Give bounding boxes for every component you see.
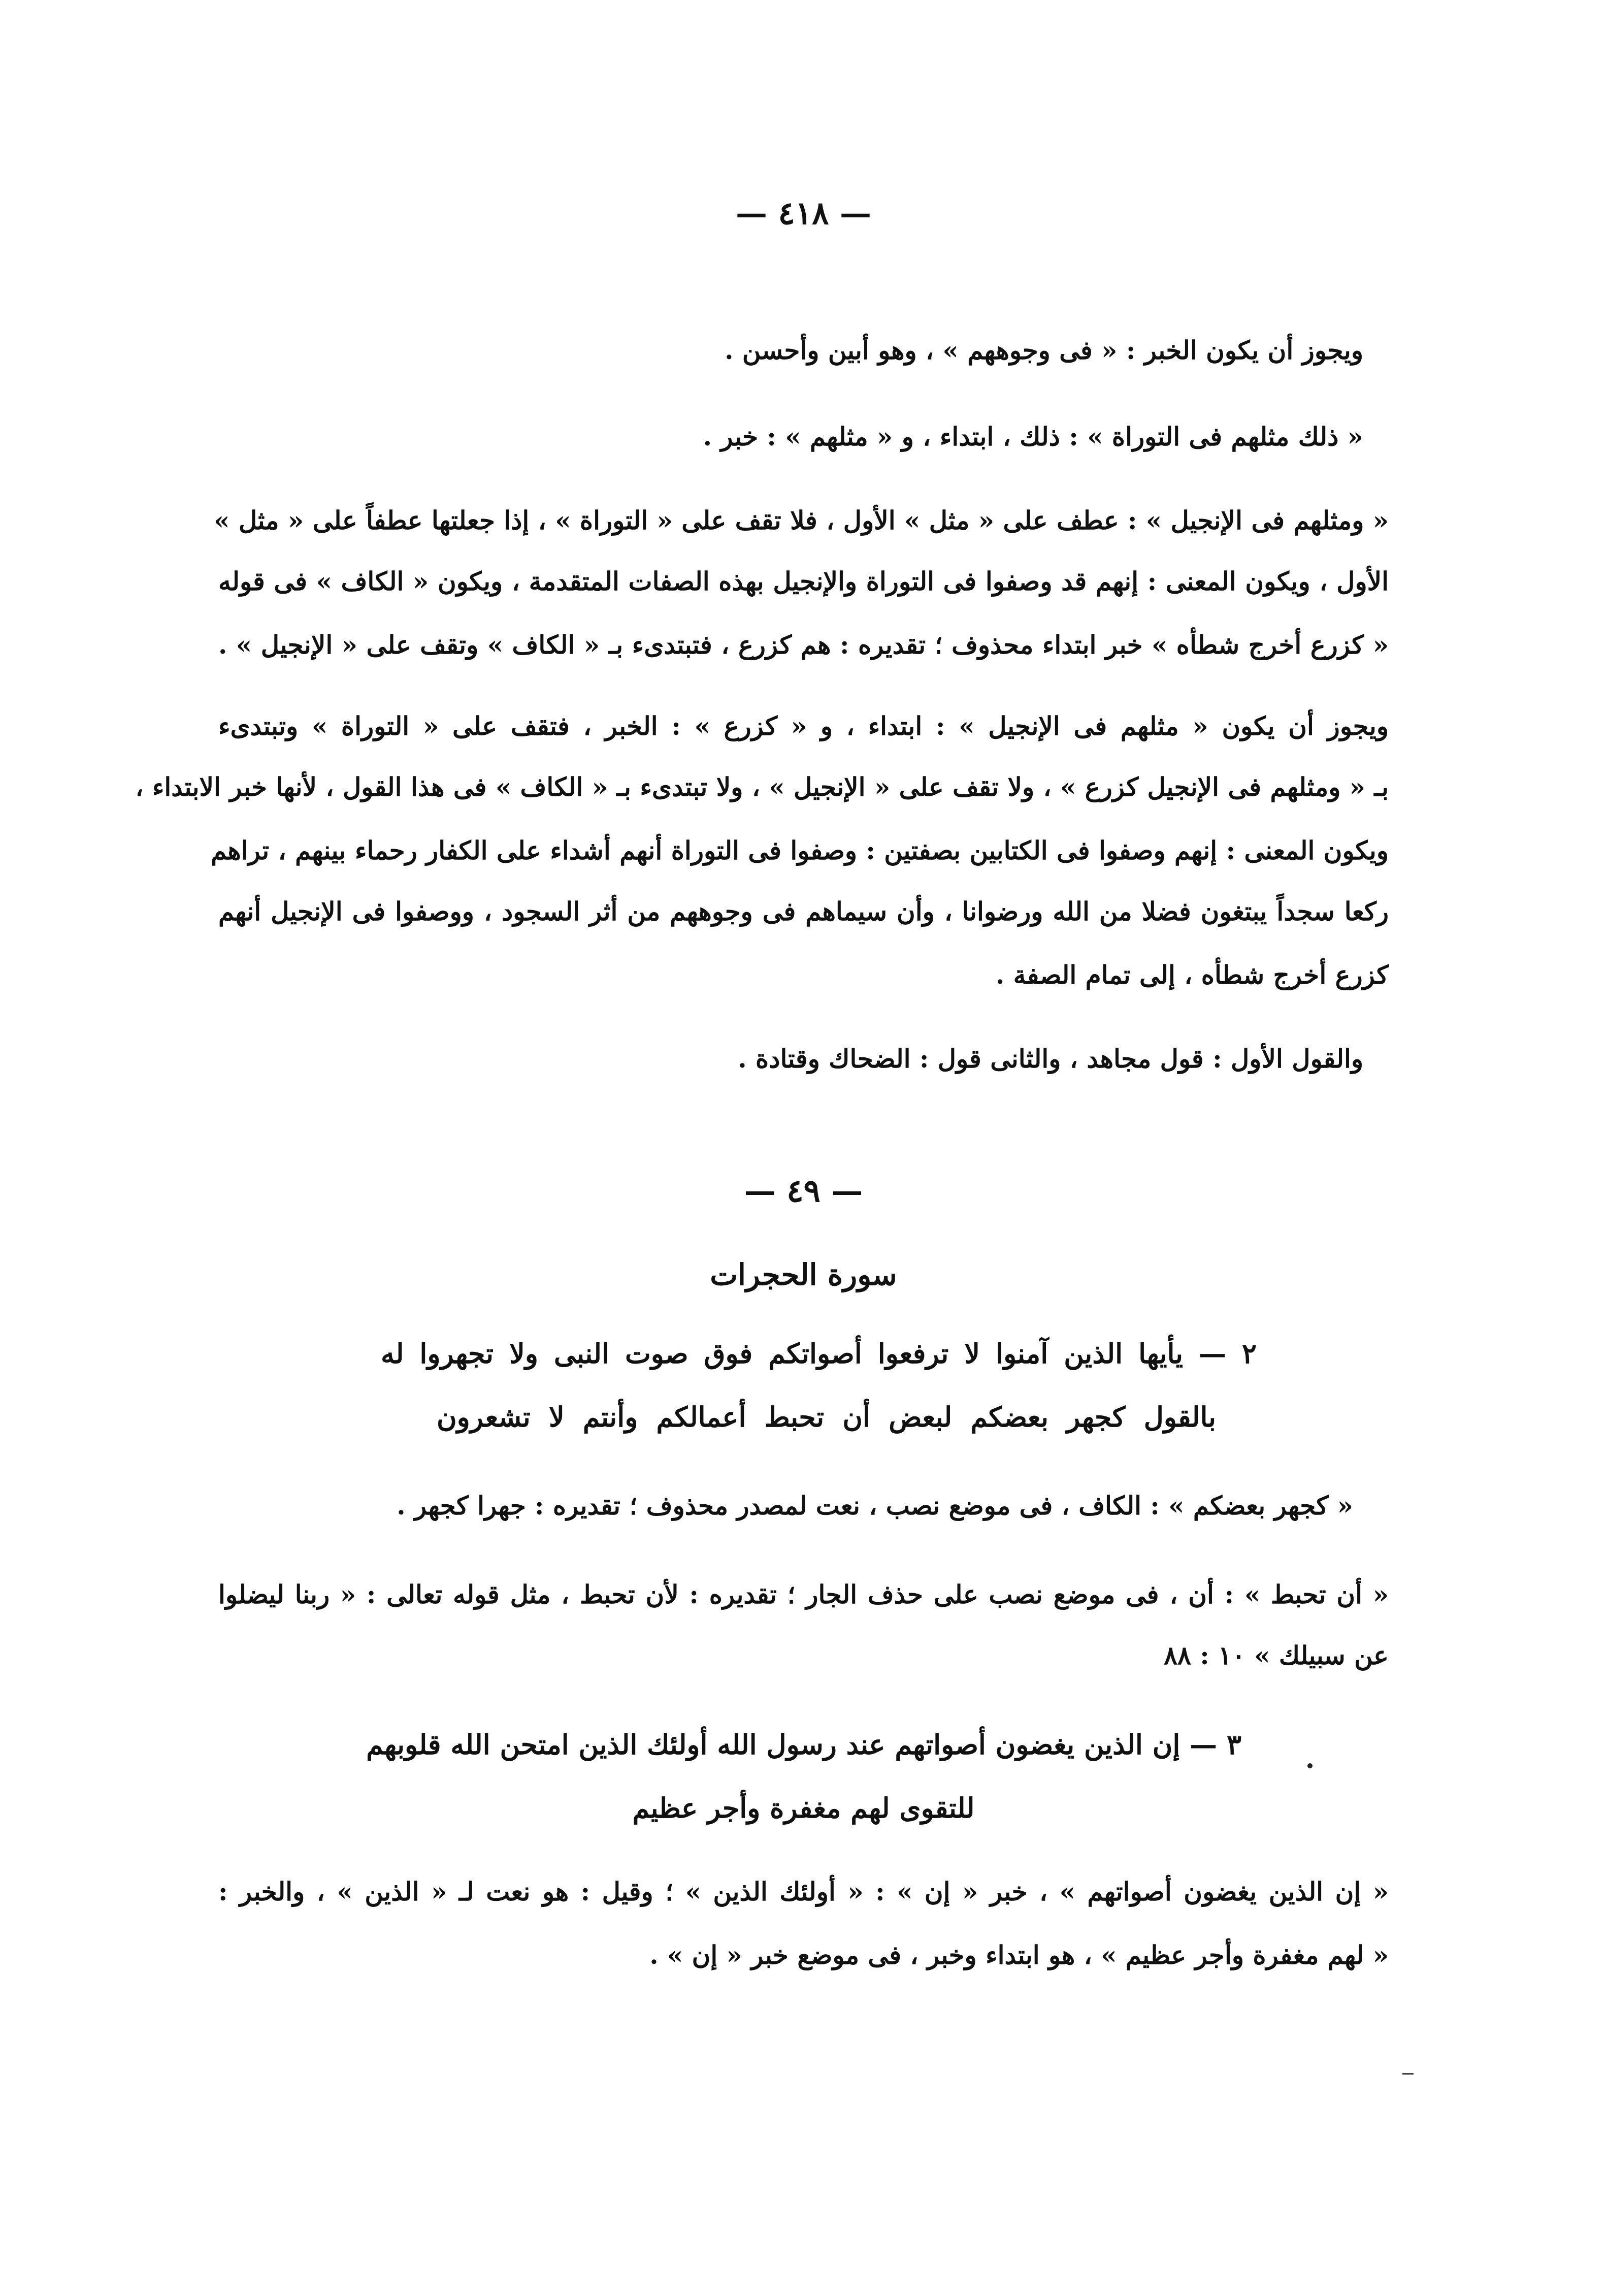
- comment-line: « كجهر بعضكم » : الكاف ، فى موضع نصب ، نعت لمصدر محذوف ؛ تقديره : جهرا كجهر .: [397, 1491, 1353, 1521]
- comment-line: عن سبيلك » ١٠ : ٨٨: [1164, 1640, 1389, 1670]
- verse-line: ٢ — يأيها الذين آمنوا لا ترفعوا أصواتكم فوق صوت النبى ولا تجهروا له: [381, 1337, 1257, 1370]
- comment-line: « لهم مغفرة وأجر عظيم » ، هو ابتداء وخبر ، فى موضع خبر « إن » .: [649, 1940, 1389, 1970]
- section-number: — ٤٩ —: [744, 1172, 863, 1209]
- verse-line: ٣ — إن الذين يغضون أصواتهم عند رسول الله أولئك الذين امتحن الله قلوبهم: [366, 1728, 1241, 1761]
- comment-line: « أن تحبط » : أن ، فى موضع نصب على حذف الجار ؛ تقديره : لأن تحبط ، مثل قوله تعالى : « ربنا ليضلوا: [218, 1579, 1389, 1609]
- page-number: — ٤١٨ —: [735, 195, 872, 232]
- text-line: والقول الأول : قول مجاهد ، والثانى قول : الضحاك وقتادة .: [738, 1044, 1363, 1074]
- surah-title: سورة الحجرات: [710, 1257, 897, 1292]
- text-line: كزرع أخرج شطأه ، إلى تمام الصفة .: [995, 960, 1389, 990]
- stray-mark: [1402, 2073, 1414, 2075]
- text-line: الأول ، ويكون المعنى : إنهم قد وصفوا فى التوراة والإنجيل بهذه الصفات المتقدمة ، ويكون « الكاف » فى قوله: [218, 566, 1389, 596]
- text-line: « ذلك مثلهم فى التوراة » : ذلك ، ابتداء ، و « مثلهم » : خبر .: [703, 422, 1363, 451]
- text-line: ويجوز أن يكون الخبر : « فى وجوههم » ، وهو أبين وأحسن .: [725, 335, 1363, 365]
- text-line: ويجوز أن يكون « مثلهم فى الإنجيل » : ابتداء ، و « كزرع » : الخبر ، فتقف على « التوراة » وتبتدىء: [218, 711, 1389, 741]
- verse-line: بالقول كجهر بعضكم لبعض أن تحبط أعمالكم وأنتم لا تشعرون: [437, 1401, 1216, 1433]
- verse-line: للتقوى لهم مغفرة وأجر عظيم: [632, 1792, 975, 1824]
- text-line: ويكون المعنى : إنهم وصفوا فى الكتابين بصفتين : وصفوا فى التوراة أنهم أشداء على الكفار رحماء بينهم ، تراهم: [211, 835, 1389, 865]
- text-line: « ومثلهم فى الإنجيل » : عطف على « مثل » الأول ، فلا تقف على « التوراة » ، إذا جعلتها عطفاً على « مثل »: [214, 505, 1389, 535]
- text-line: « كزرع أخرج شطأه » خبر ابتداء محذوف ؛ تقديره : هم كزرع ، فتبتدىء بـ « الكاف » وتقف على « الإنجيل » .: [218, 630, 1389, 660]
- stray-mark: [1307, 1763, 1313, 1768]
- text-line: بـ « ومثلهم فى الإنجيل كزرع » ، ولا تقف على « الإنجيل » ، ولا تبتدىء بـ « الكاف » فى هذا القول ، لأنها خبر الابتداء ،: [135, 772, 1389, 802]
- comment-line: « إن الذين يغضون أصواتهم » ، خبر « إن » : « أولئك الذين » ؛ وقيل : هو نعت لـ « الذين » ، والخبر :: [218, 1877, 1389, 1906]
- text-line: ركعا سجداً يبتغون فضلا من الله ورضوانا ، وأن سيماهم فى وجوههم من أثر السجود ، ووصفوا فى الإنجيل أنهم: [218, 896, 1389, 926]
